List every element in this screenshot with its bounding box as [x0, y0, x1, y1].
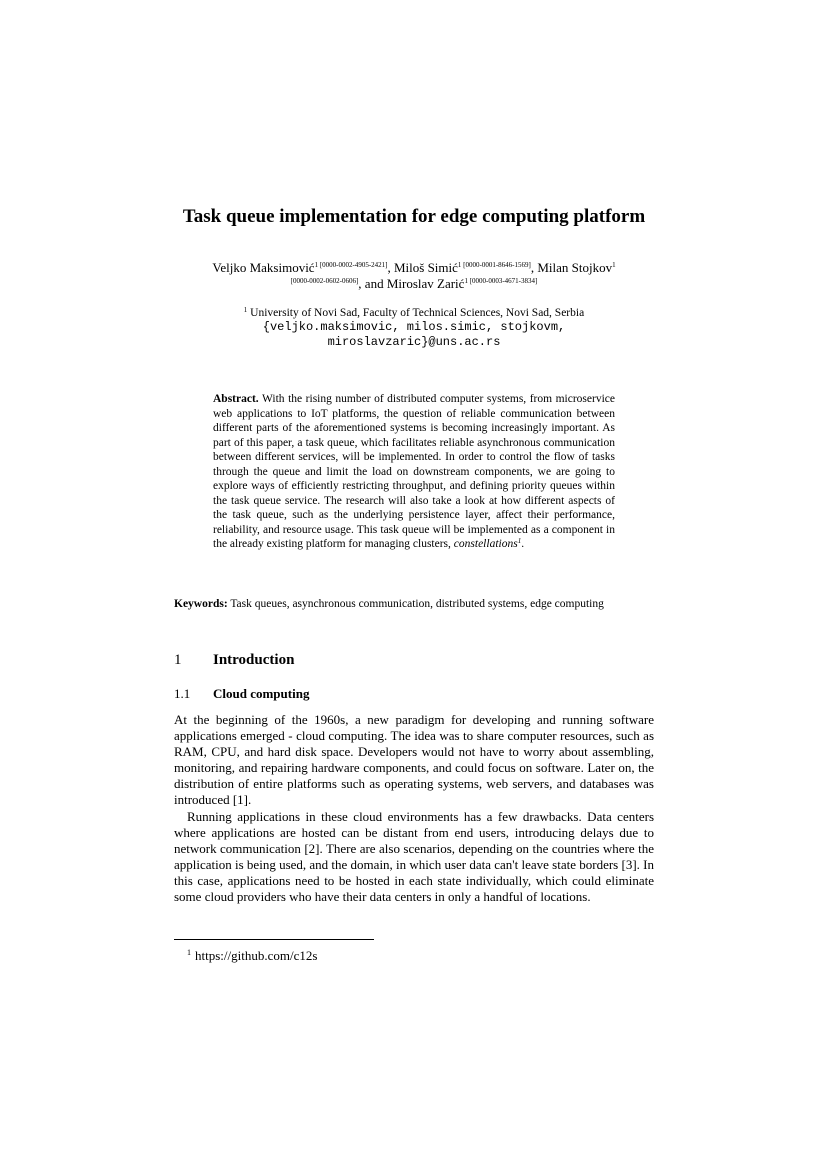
subsection-title: Cloud computing	[213, 686, 310, 701]
author-orcid: 1 [0000-0003-4671-3834]	[464, 277, 538, 285]
abstract-text: With the rising number of distributed computer systems, from microservice web applications to IoT platforms, the question of reliable communication between different parts of the aforementioned systems is becoming increasingly important. As part of this paper, a task queue, which facilitates reliable asynchronous communication between different services, will be implemented. In order to control the flow of tasks through the queue and limit the load on downstream components, we are going to explore ways of efficiently restricting throughput, and defining priority queues within the task queue service. The research will also take a look at how different aspects of the task queue, such as the underlying persistence layer, affect their performance, reliability, and resource usage. This task queue will be implemented as a component in the already existing platform for managing clusters,	[213, 393, 615, 550]
author-emails: {veljko.maksimovic, milos.simic, stojkovm, miroslavzaric}@uns.ac.rs	[262, 320, 566, 349]
author-list	[205, 260, 623, 292]
footnote-text: https://github.com/c12s	[195, 948, 318, 963]
author-orcid: 1 [0000-0002-0602-0606]	[290, 261, 616, 285]
keywords-text: Task queues, asynchronous communication, distributed systems, edge computing	[227, 598, 604, 610]
author-name: Veljko Maksimović	[212, 260, 315, 275]
abstract-end: .	[521, 538, 525, 550]
affiliation	[180, 306, 648, 321]
section-number: 1	[174, 652, 182, 668]
paragraph: Running applications in these cloud environments has a few drawbacks. Data centers where applications are hosted can be distant from end users, introducing delays due to network communication [2]. There are also scenarios, depending on the countries where the application is being used, and the domain, in which user data can't leave state borders [3]. In this case, applications need to be hosted in each state individually, which could eliminate some cloud providers who have their data centers in only a handful of locations.	[174, 808, 654, 905]
author-name: , Miloš Simić	[387, 260, 458, 275]
keywords	[174, 597, 633, 612]
keywords-label: Keywords:	[174, 598, 228, 610]
author-name: , and Miroslav Zarić	[358, 276, 465, 291]
section-heading	[174, 650, 654, 670]
affiliation-text: University of Novi Sad, Faculty of Technical Sciences, Novi Sad, Serbia	[247, 307, 585, 319]
footnote-marker: 1	[517, 537, 522, 545]
footnote-divider	[174, 939, 374, 940]
paper-title: Task queue implementation for edge computing platform	[182, 206, 646, 227]
footnote	[187, 948, 627, 964]
abstract	[213, 392, 615, 552]
subsection-number: 1.1	[174, 686, 191, 701]
author-orcid: 1 [0000-0002-4905-2421]	[314, 261, 388, 269]
subsection-heading	[174, 685, 654, 703]
footnote-number: 1	[187, 948, 191, 957]
author-orcid: 1 [0000-0001-8646-1569]	[457, 261, 531, 269]
section-title: Introduction	[213, 652, 295, 668]
body-text	[174, 712, 654, 905]
paragraph: At the beginning of the 1960s, a new paradigm for developing and running software applications emerged - cloud computing. The idea was to share computer resources, such as RAM, CPU, and hard disk space. Developers would not have to worry about assembling, monitoring, and repairing hardware components, and could focus on software. Later on, the distribution of entire platforms such as operating systems, web servers, and databases was introduced [1].	[174, 712, 654, 808]
author-name: , Milan Stojkov	[530, 260, 613, 275]
abstract-label: Abstract.	[213, 393, 259, 405]
affiliation-marker: 1	[243, 306, 248, 314]
abstract-italic-term: constellations	[453, 538, 518, 550]
